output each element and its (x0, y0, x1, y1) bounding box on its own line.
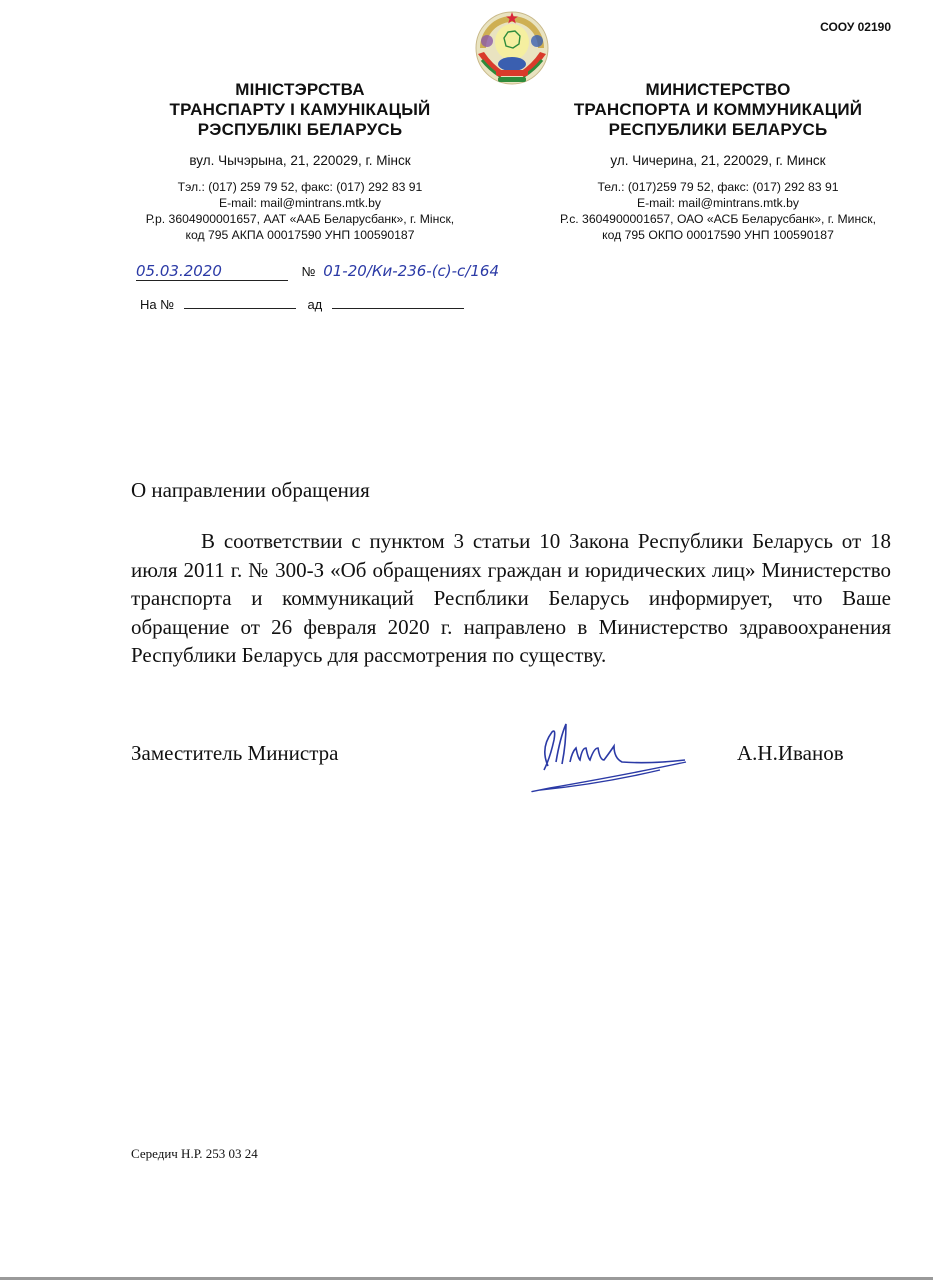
header-belarusian (110, 80, 490, 243)
signatory-role: Заместитель Министра (131, 741, 339, 765)
outgoing-reference (136, 262, 499, 281)
outgoing-number: 01-20/Ки-236-(с)-с/164 (323, 262, 499, 280)
contacts-ru (528, 179, 908, 243)
codes-be: код 795 АКПА 00017590 УНП 100590187 (185, 228, 415, 242)
ministry-title-ru-line-3: РЕСПУБЛИКИ БЕЛАРУСЬ (608, 120, 828, 139)
ministry-title-be-line-1: МІНІСТЭРСТВА (235, 80, 365, 99)
letter-subject: О направлении обращения (131, 478, 370, 502)
letter-body-text: В соответствии с пунктом 3 статьи 10 Закона Республики Беларусь от 18 июля 2011 г. № 300-З «Об обращениях граждан и юридических лиц» Министерство транспорта и коммуникаций Респблики Беларусь информирует, что Ваше обращение от 26 февраля 2020 г. направлено в Министерство здравоохранения Республики Беларусь для рассмотрения по существу. (131, 529, 891, 667)
incoming-reference (140, 297, 464, 312)
coat-of-arms-emblem (470, 8, 554, 88)
document-code: СООУ 02190 (820, 20, 891, 34)
ministry-title-be-line-2: ТРАНСПАРТУ І КАМУНІКАЦЫЙ (169, 100, 431, 119)
bank-account-be: Р.р. 3604900001657, ААТ «ААБ Беларусбанк», г. Мінск, (145, 212, 455, 226)
executor-info: Середич Н.Р. 253 03 24 (131, 1146, 258, 1161)
email-ru: E-mail: mail@mintrans.mtk.by (636, 196, 800, 210)
email-be: E-mail: mail@mintrans.mtk.by (218, 196, 382, 210)
address-ru: ул. Чичерина, 21, 220029, г. Минск (610, 153, 826, 168)
signature-graphic (510, 718, 695, 798)
number-label: № (301, 264, 316, 279)
bank-account-ru: Р.с. 3604900001657, ОАО «АСБ Беларусбанк», г. Минск, (559, 212, 876, 226)
letter-body (131, 527, 891, 670)
reply-to-number-blank (184, 308, 296, 309)
ministry-title-ru-line-2: ТРАНСПОРТА И КОММУНИКАЦИЙ (573, 100, 863, 119)
outgoing-date: 05.03.2020 (136, 262, 288, 281)
emblem-graphic (470, 8, 554, 88)
ministry-title-ru-line-1: МИНИСТЕРСТВО (645, 80, 791, 99)
address-be: вул. Чычэрына, 21, 220029, г. Мінск (189, 153, 411, 168)
signatory-name: А.Н.Иванов (737, 741, 844, 765)
ministry-title-be-line-3: РЭСПУБЛІКІ БЕЛАРУСЬ (197, 120, 403, 139)
reply-to-date-blank (332, 308, 464, 309)
phone-fax-ru: Тел.: (017)259 79 52, факс: (017) 292 83 91 (597, 180, 839, 194)
handwritten-signature (510, 718, 695, 798)
phone-fax-be: Тэл.: (017) 259 79 52, факс: (017) 292 83 91 (177, 180, 423, 194)
codes-ru: код 795 ОКПО 00017590 УНП 100590187 (602, 228, 834, 242)
contacts-be (110, 179, 490, 243)
from-label: ад (307, 297, 323, 312)
reply-to-label: На № (140, 297, 175, 312)
header-russian (528, 80, 908, 243)
